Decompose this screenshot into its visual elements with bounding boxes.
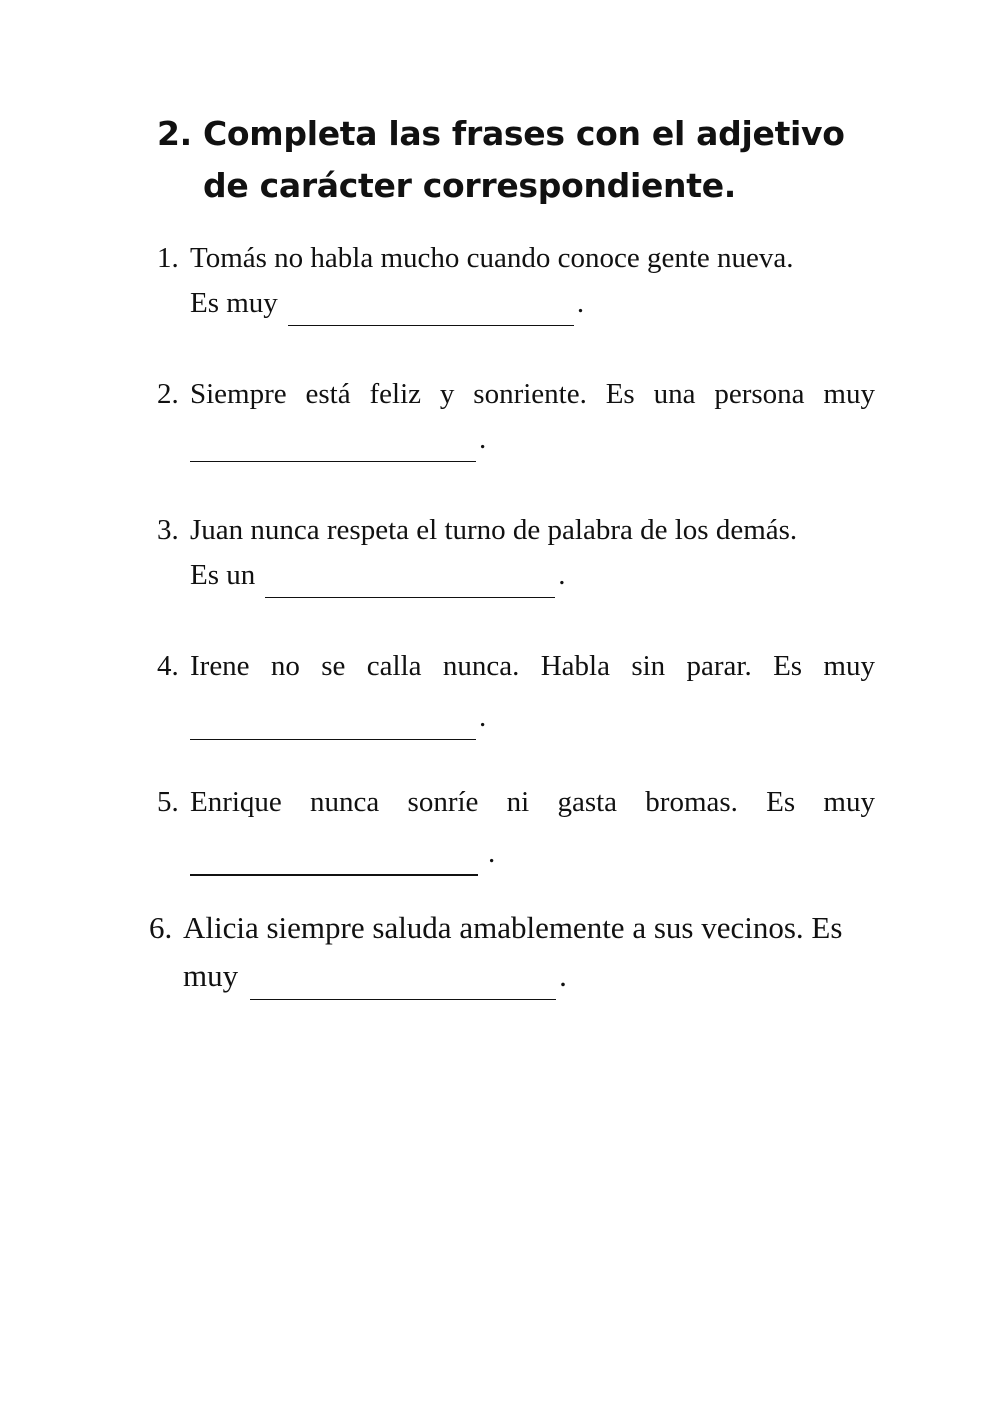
answer-blank[interactable] <box>265 567 555 598</box>
item-prefix: Es un <box>190 559 256 591</box>
item-number: 3. <box>157 514 179 546</box>
item-period: . <box>558 559 566 591</box>
answer-blank[interactable] <box>190 431 476 462</box>
sentence-item-2 <box>157 372 875 462</box>
item-number: 5. <box>157 786 179 818</box>
item-sentence: Juan nunca respeta el turno de palabra de los demás. <box>190 514 798 546</box>
sentence-item-3 <box>157 508 875 598</box>
item-sentence: Siempre está feliz y sonriente. Es una persona muy <box>190 378 875 410</box>
sentence-item-4 <box>157 644 875 740</box>
exercise-number: 2. <box>157 114 192 153</box>
item-period: . <box>479 701 487 733</box>
exercise-heading <box>157 108 917 212</box>
item-period: . <box>479 423 487 455</box>
item-sentence: Alicia siempre saluda amablemente a sus vecinos. Es <box>183 910 843 945</box>
item-period: . <box>488 837 496 869</box>
item-period: . <box>576 287 585 319</box>
item-number: 1. <box>157 242 179 274</box>
item-sentence: Enrique nunca sonríe ni gasta bromas. Es muy <box>190 786 875 818</box>
sentence-item-6 <box>149 904 911 1000</box>
item-number: 6. <box>149 910 173 945</box>
exercise-title-line-2: de carácter correspondiente. <box>203 166 737 205</box>
sentence-item-5 <box>157 780 875 876</box>
answer-blank[interactable] <box>190 709 476 740</box>
exercise-title-line-1: Completa las frases con el adjetivo <box>203 114 845 153</box>
item-number: 4. <box>157 650 179 682</box>
item-prefix: Es muy <box>190 287 278 319</box>
sentence-item-1 <box>157 236 875 326</box>
item-sentence: Irene no se calla nunca. Habla sin parar. Es muy <box>190 650 875 682</box>
answer-blank[interactable] <box>250 967 556 1000</box>
answer-blank[interactable] <box>190 844 478 876</box>
item-number: 2. <box>157 378 179 410</box>
answer-blank[interactable] <box>288 295 574 326</box>
item-period: . <box>559 958 567 993</box>
item-sentence: Tomás no habla mucho cuando conoce gente nueva. <box>190 242 794 274</box>
item-prefix: muy <box>183 958 239 993</box>
